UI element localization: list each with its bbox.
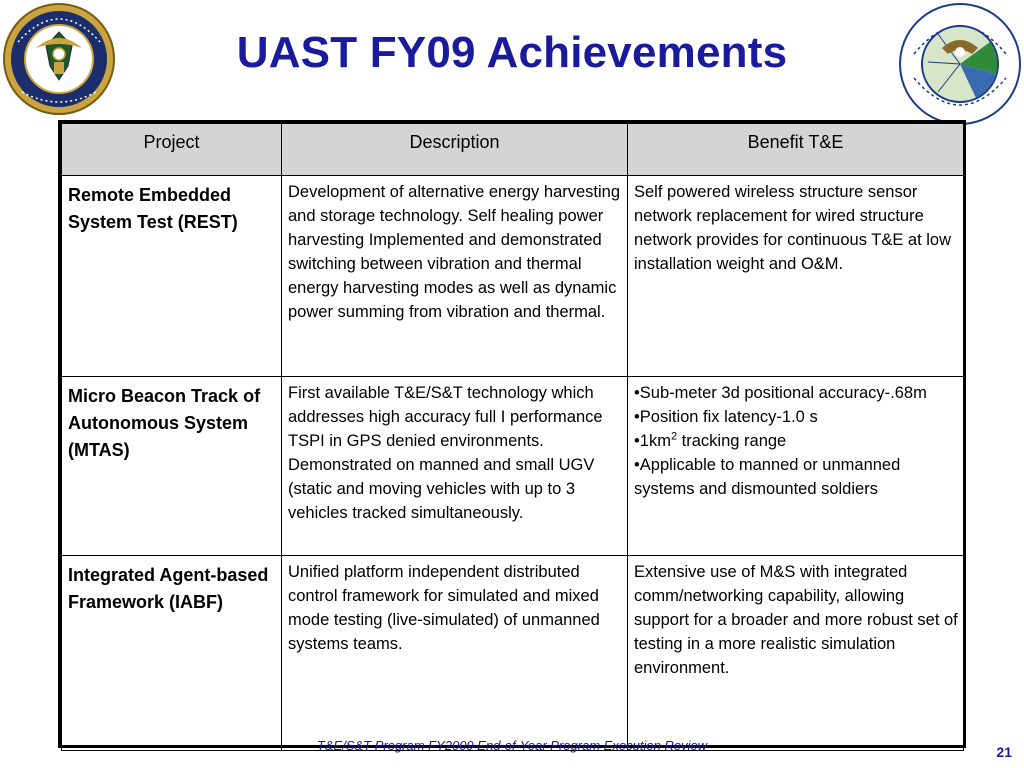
slide-title: UAST FY09 Achievements: [236, 28, 788, 77]
benefit-line-text: •1km: [634, 432, 671, 450]
slide-footer: T&E/S&T Program FY2009 End-of-Year Program Execution Review: [316, 738, 708, 753]
benefit-line: [634, 429, 958, 453]
table-header-row: [62, 124, 964, 176]
benefit-line: •Sub-meter 3d positional accuracy-.68m: [634, 384, 927, 402]
superscript: 2: [670, 430, 678, 443]
achievements-table-wrapper: [58, 120, 966, 748]
benefit-cell: [628, 556, 964, 751]
table-row: [62, 556, 964, 751]
description-cell: First available T&E/S&T technology which addresses high accuracy full I performance TSPI in GPS denied environments. Demonstrated on manned and small UGV (static and moving vehicles with up to 3 vehicles tracked simultaneously.: [282, 377, 628, 556]
header-benefit: Benefit T&E: [628, 124, 964, 176]
project-cell: Remote Embedded System Test (REST): [62, 176, 282, 377]
table-row: [62, 377, 964, 556]
project-cell: Micro Beacon Track of Autonomous System (MTAS): [62, 377, 282, 556]
achievements-table: [61, 123, 964, 751]
page-number: 21: [996, 744, 1012, 760]
benefit-line: •Position fix latency-1.0 s: [634, 408, 818, 426]
benefit-cell: [628, 377, 964, 556]
benefit-cell: [628, 176, 964, 377]
table-row: [62, 176, 964, 377]
description-cell: Development of alternative energy harvesting and storage technology. Self healing power harvesting Implemented and demonstrated switching between vibration and thermal energy harvesting modes as well as dynamic power summing from vibration and thermal.: [282, 176, 628, 377]
benefit-line: Self powered wireless structure sensor network replacement for wired structure network provides for continuous T&E at low installation weight and O&M.: [634, 183, 952, 273]
project-cell: Integrated Agent-based Framework (IABF): [62, 556, 282, 751]
benefit-line: Extensive use of M&S with integrated comm/networking capability, allowing support for a broader and more robust set of testing in a more realistic simulation environment.: [634, 563, 958, 677]
header-description: Description: [282, 124, 628, 176]
header-project: Project: [62, 124, 282, 176]
description-cell: Unified platform independent distributed control framework for simulated and mixed mode testing (live-simulated) of unmanned systems teams.: [282, 556, 628, 751]
benefit-line-tail: tracking range: [677, 432, 787, 450]
benefit-line: •Applicable to manned or unmanned systems and dismounted soldiers: [634, 456, 901, 498]
